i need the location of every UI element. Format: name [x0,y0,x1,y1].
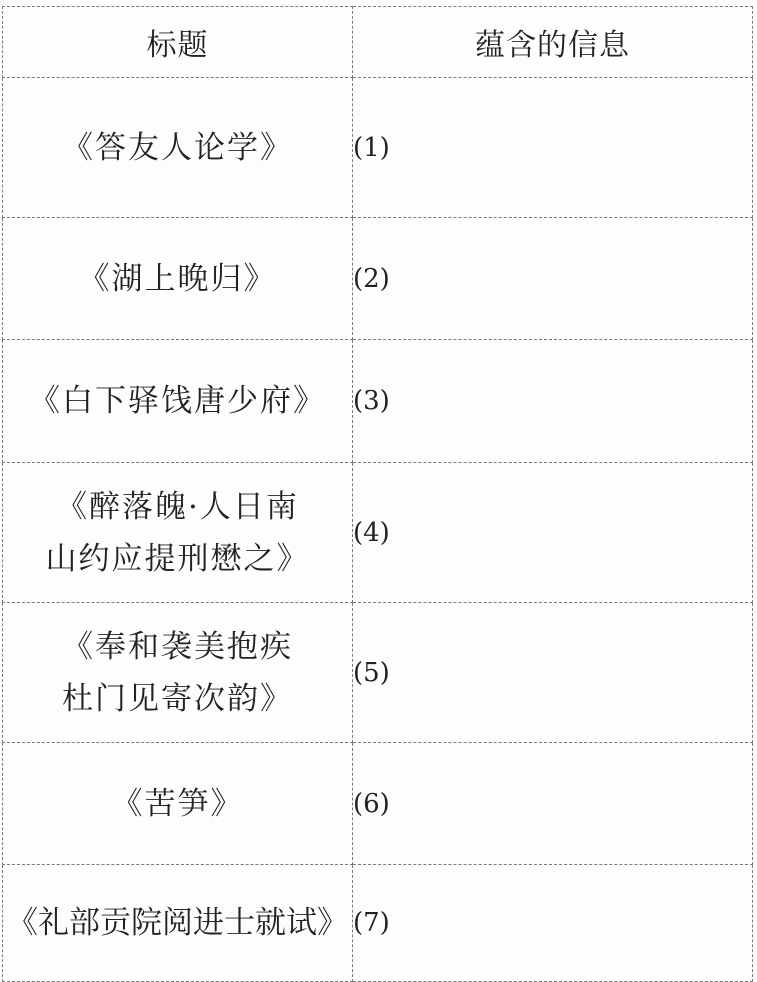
table-row [3,603,753,743]
info-blank-5: (5) [353,603,753,743]
poem-title-line-1: 《醉落魄·人日南 [56,488,299,525]
poem-title: 《答友人论学》 [62,129,293,166]
table-row [3,463,753,603]
poem-title-line-2: 山约应提刑懋之》 [45,540,310,577]
info-blank-7: (7) [353,865,753,982]
title-info-table [2,6,753,982]
poem-title-line-2: 杜门见寄次韵》 [62,680,293,717]
table-header-row [3,7,753,78]
poem-title-cell [3,865,353,982]
poem-title: 《礼部贡院阅进士就试》 [7,905,348,941]
poem-title: 《湖上晚归》 [78,260,277,297]
header-title: 标题 [3,7,353,78]
info-blank-2: (2) [353,218,753,340]
info-blank-1: (1) [353,78,753,218]
poem-title-cell [3,463,353,603]
poem-title-cell [3,218,353,340]
poem-title: 《苦笋》 [111,785,244,822]
header-info: 蕴含的信息 [353,7,753,78]
info-blank-4: (4) [353,463,753,603]
poem-title-cell [3,603,353,743]
poem-title-cell [3,340,353,463]
poem-title-cell [3,743,353,865]
table-row [3,743,753,865]
poem-title: 《白下驿饯唐少府》 [29,383,326,419]
table-row [3,340,753,463]
table-row [3,865,753,982]
table-row [3,78,753,218]
table-row [3,218,753,340]
poem-title-cell [3,78,353,218]
info-blank-6: (6) [353,743,753,865]
poem-title-line-1: 《奉和袭美抱疾 [62,628,293,665]
info-blank-3: (3) [353,340,753,463]
